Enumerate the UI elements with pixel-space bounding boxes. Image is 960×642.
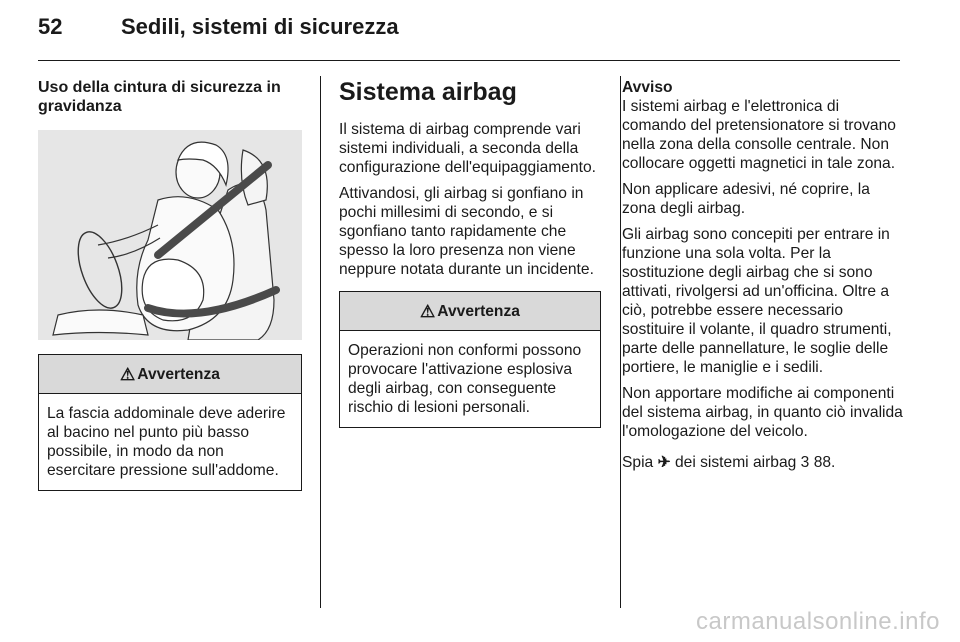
ref-text: dei sistemi airbag [674,454,797,471]
column-3 [622,78,904,479]
warning-triangle-icon: ⚠ [420,301,436,321]
ref-prefix: Spia [622,454,654,471]
warning-triangle-icon: ⚠ [120,364,136,384]
page-reference-arrow-icon: 3 [800,454,810,471]
airbag-indicator-icon: ✈ [657,454,671,471]
airbag-system-title: Sistema airbag [339,78,517,106]
note-paragraph-1: I sistemi airbag e l'elettronica di comando del pretensionatore si trovano nella zona della consolle centrale. Non collocare oggetti magnetici in tale zona. [622,98,896,172]
note-paragraph-4: Non apportare modifiche ai componenti del sistema airbag, in quanto ciò invalida l'omologazione del veicolo. [622,385,903,440]
warning-header [39,355,301,394]
warning-text: La fascia addominale deve aderire al bacino nel punto più basso possibile, in modo da non esercitare pressione sull'addome. [47,405,286,479]
column-2 [339,78,601,428]
section-title: Sedili, sistemi di sicurezza [121,14,399,39]
warning-header [340,292,600,331]
warning-box-airbag [339,291,601,428]
watermark: carmanualsonline.info [696,608,940,635]
warning-title: Avvertenza [137,365,220,383]
pregnant-woman-seatbelt-illustration [38,130,302,340]
airbag-indicator-reference [622,453,904,472]
warning-title: Avvertenza [437,302,520,320]
airbag-paragraph-2: Attivandosi, gli airbag si gonfiano in pochi millesimi di secondo, e si sgonfiano tanto rapidamente che spesso la loro presenza non viene neppure notata durante un incidente. [339,185,594,278]
column-1 [38,78,302,491]
pregnancy-belt-heading: Uso della cintura di sicurezza in gravidanza [38,79,281,115]
column-divider-2 [620,76,621,608]
column-divider-1 [320,76,321,608]
note-title: Avviso [622,79,673,96]
note-paragraph-2: Non applicare adesivi, né coprire, la zona degli airbag. [622,181,870,217]
airbag-paragraph-1: Il sistema di airbag comprende vari sistemi individuali, a seconda della configurazione dell'equipaggiamento. [339,121,596,176]
page-header [38,14,918,48]
warning-text: Operazioni non conformi possono provocare l'attivazione esplosiva degli airbag, con conseguente rischio di lesioni personali. [348,342,582,416]
ref-page[interactable]: 88. [813,454,836,471]
note-paragraph-3: Gli airbag sono concepiti per entrare in funzione una sola volta. Per la sostituzione degli airbag che si sono attivati, rivolgersi ad un'officina. Oltre a ciò, potrebbe essere necessario sostituire il volante, il quadro strumenti, parte delle pannellature, le soglie delle portiere, le maniglie e i sedili. [622,226,892,376]
header-divider [38,60,900,61]
warning-box-lap-belt [38,354,302,491]
page-number: 52 [38,14,63,39]
